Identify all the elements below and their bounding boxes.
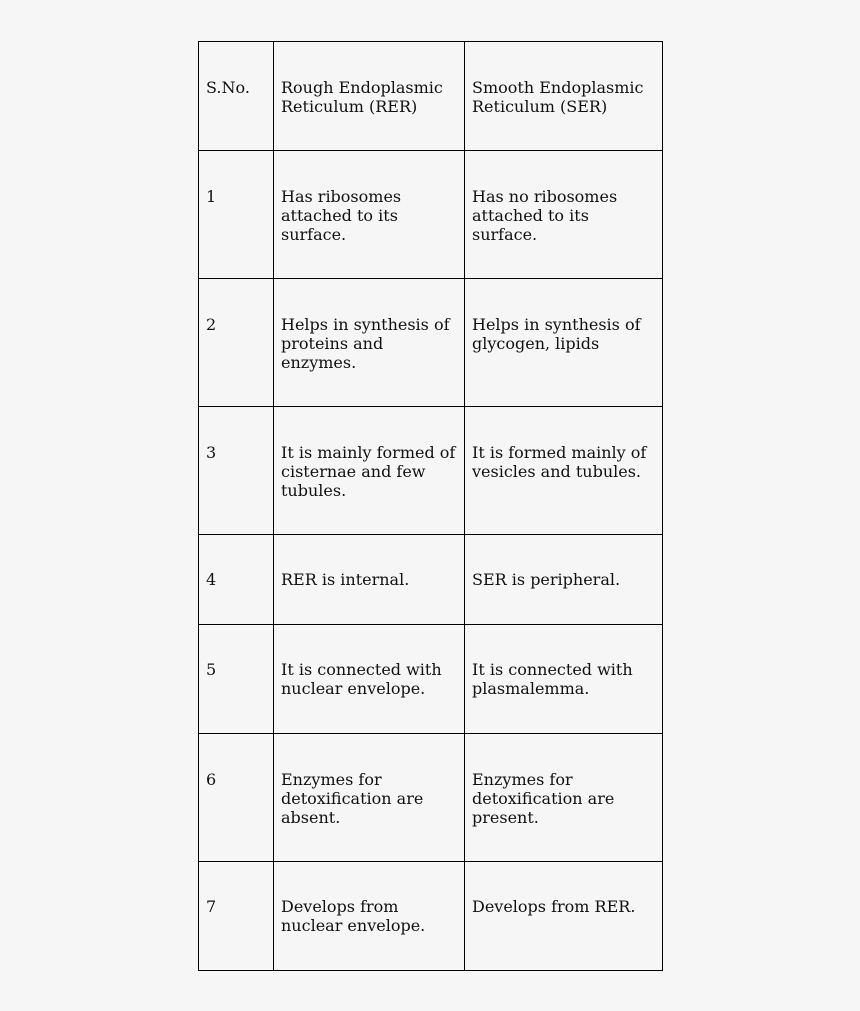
- cell-rer: Enzymes for detoxification are absent.: [274, 734, 465, 862]
- table-row: [199, 151, 663, 279]
- cell-ser: Enzymes for detoxification are present.: [465, 734, 663, 862]
- cell-rer: Develops from nuclear envelope.: [274, 862, 465, 971]
- cell-sno: 6: [199, 734, 274, 862]
- cell-sno: 1: [199, 151, 274, 279]
- comparison-table: [198, 41, 663, 971]
- table-header-row: [199, 42, 663, 151]
- cell-sno: 3: [199, 407, 274, 535]
- table-row: [199, 734, 663, 862]
- table-row: [199, 279, 663, 407]
- cell-sno: 4: [199, 535, 274, 625]
- cell-ser: It is formed mainly of vesicles and tubules.: [465, 407, 663, 535]
- cell-rer: RER is internal.: [274, 535, 465, 625]
- cell-rer: It is connected with nuclear envelope.: [274, 625, 465, 734]
- table-row: [199, 625, 663, 734]
- cell-sno: 7: [199, 862, 274, 971]
- cell-rer: It is mainly formed of cisternae and few tubules.: [274, 407, 465, 535]
- header-ser: Smooth Endoplasmic Reticulum (SER): [465, 42, 663, 151]
- cell-ser: SER is peripheral.: [465, 535, 663, 625]
- cell-rer: Has ribosomes attached to its surface.: [274, 151, 465, 279]
- table-row: [199, 407, 663, 535]
- cell-sno: 2: [199, 279, 274, 407]
- cell-ser: It is connected with plasmalemma.: [465, 625, 663, 734]
- cell-ser: Helps in synthesis of glycogen, lipids: [465, 279, 663, 407]
- cell-rer: Helps in synthesis of proteins and enzymes.: [274, 279, 465, 407]
- cell-sno: 5: [199, 625, 274, 734]
- header-rer: Rough Endoplasmic Reticulum (RER): [274, 42, 465, 151]
- cell-ser: Develops from RER.: [465, 862, 663, 971]
- table-row: [199, 862, 663, 971]
- table-row: [199, 535, 663, 625]
- header-sno: S.No.: [199, 42, 274, 151]
- cell-ser: Has no ribosomes attached to its surface.: [465, 151, 663, 279]
